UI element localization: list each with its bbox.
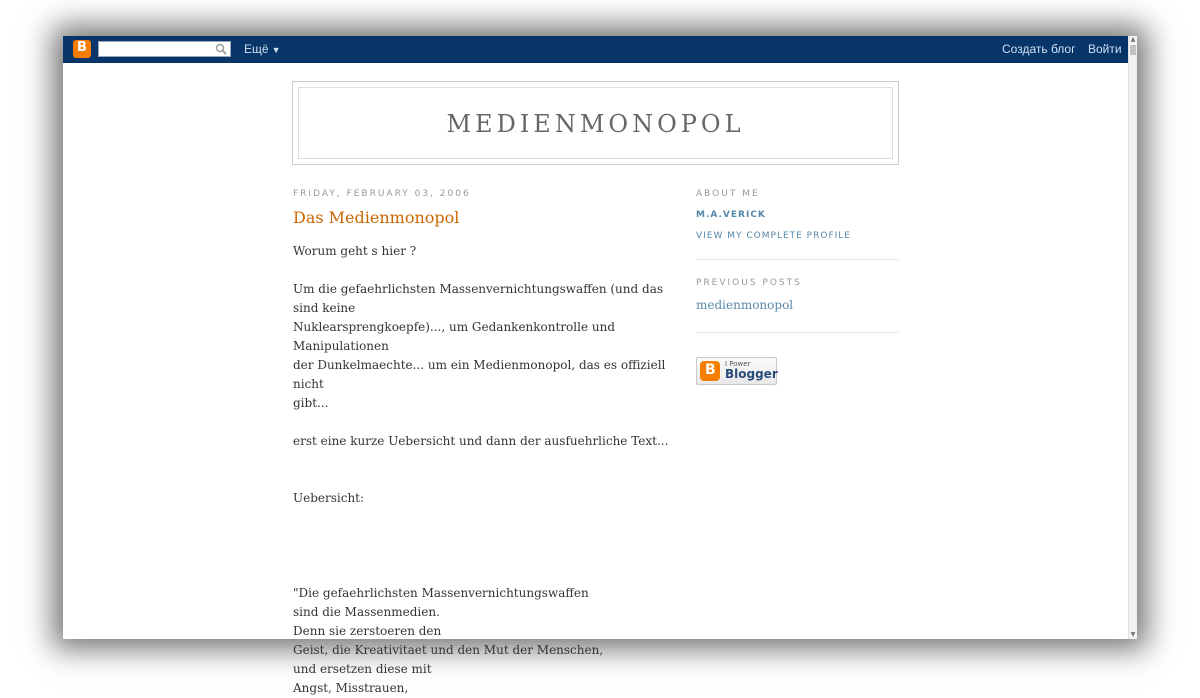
login-link[interactable]: Войти (1088, 42, 1122, 56)
blog-header (292, 81, 899, 165)
post-paragraph-line: Nuklearsprengkoepfe)..., um Gedankenkontrolle und Manipulationen (293, 320, 616, 353)
previous-post-link[interactable]: medienmonopol (696, 298, 794, 312)
scrollbar-thumb[interactable] (1130, 45, 1136, 55)
blogger-logo-icon[interactable] (73, 40, 91, 58)
quote-line: sind die Massenmedien. (293, 605, 440, 619)
post-paragraph-line: der Dunkelmaechte... um ein Medienmonopol, das es offiziell nicht (293, 358, 666, 391)
more-label: Ещё (244, 42, 269, 56)
browser-window (63, 36, 1137, 695)
sidebar-divider (696, 332, 899, 333)
blog-title[interactable]: MEDIENMONOPOL (446, 110, 745, 138)
post-paragraph: Uebersicht: (293, 491, 365, 505)
author-name-link[interactable]: M.A.VERICK (696, 210, 766, 220)
search-icon[interactable] (215, 43, 227, 55)
blogger-navbar (63, 36, 1128, 63)
post-paragraph-line: Um die gefaehrlichsten Massenvernichtungswaffen (und das sind keine (293, 282, 664, 315)
badge-small-text: I Power (725, 360, 751, 368)
quote-line: und ersetzen diese mit (293, 662, 432, 676)
scroll-down-icon[interactable]: ▼ (1130, 631, 1136, 638)
post-paragraph: erst eine kurze Uebersicht und dann der ausfuehrliche Text... (293, 434, 669, 448)
badge-logo-letter: B (705, 362, 716, 378)
quote-line: Geist, die Kreativitaet und den Mut der Menschen, (293, 643, 604, 657)
badge-big-text: Blogger (725, 367, 778, 381)
sidebar (696, 189, 899, 333)
previous-posts-heading: PREVIOUS POSTS (696, 278, 802, 288)
quote-line: Denn sie zerstoeren den (293, 624, 442, 638)
create-blog-link[interactable]: Создать блог (1002, 42, 1076, 56)
quote-line: Angst, Misstrauen, (293, 681, 409, 695)
blog-header-inner (298, 87, 893, 159)
about-me-heading: ABOUT ME (696, 189, 760, 199)
post-body (293, 242, 673, 698)
blogger-badge-icon (700, 361, 720, 381)
view-profile-link[interactable]: VIEW MY COMPLETE PROFILE (696, 231, 851, 241)
chevron-down-icon: ▼ (271, 45, 281, 55)
blogger-logo-letter: B (77, 40, 87, 55)
post-title[interactable]: Das Medienmonopol (293, 208, 460, 227)
post-date: FRIDAY, FEBRUARY 03, 2006 (293, 189, 471, 199)
powered-by-blogger-badge[interactable] (696, 357, 777, 385)
vertical-scrollbar[interactable] (1128, 36, 1137, 639)
quote-line: "Die gefaehrlichsten Massenvernichtungswaffen (293, 586, 589, 600)
more-menu-button[interactable] (244, 42, 280, 56)
search-input[interactable] (98, 41, 231, 57)
post-paragraph-line: gibt... (293, 396, 329, 410)
scroll-up-icon[interactable]: ▲ (1130, 36, 1136, 43)
post-paragraph: Worum geht s hier ? (293, 244, 417, 258)
